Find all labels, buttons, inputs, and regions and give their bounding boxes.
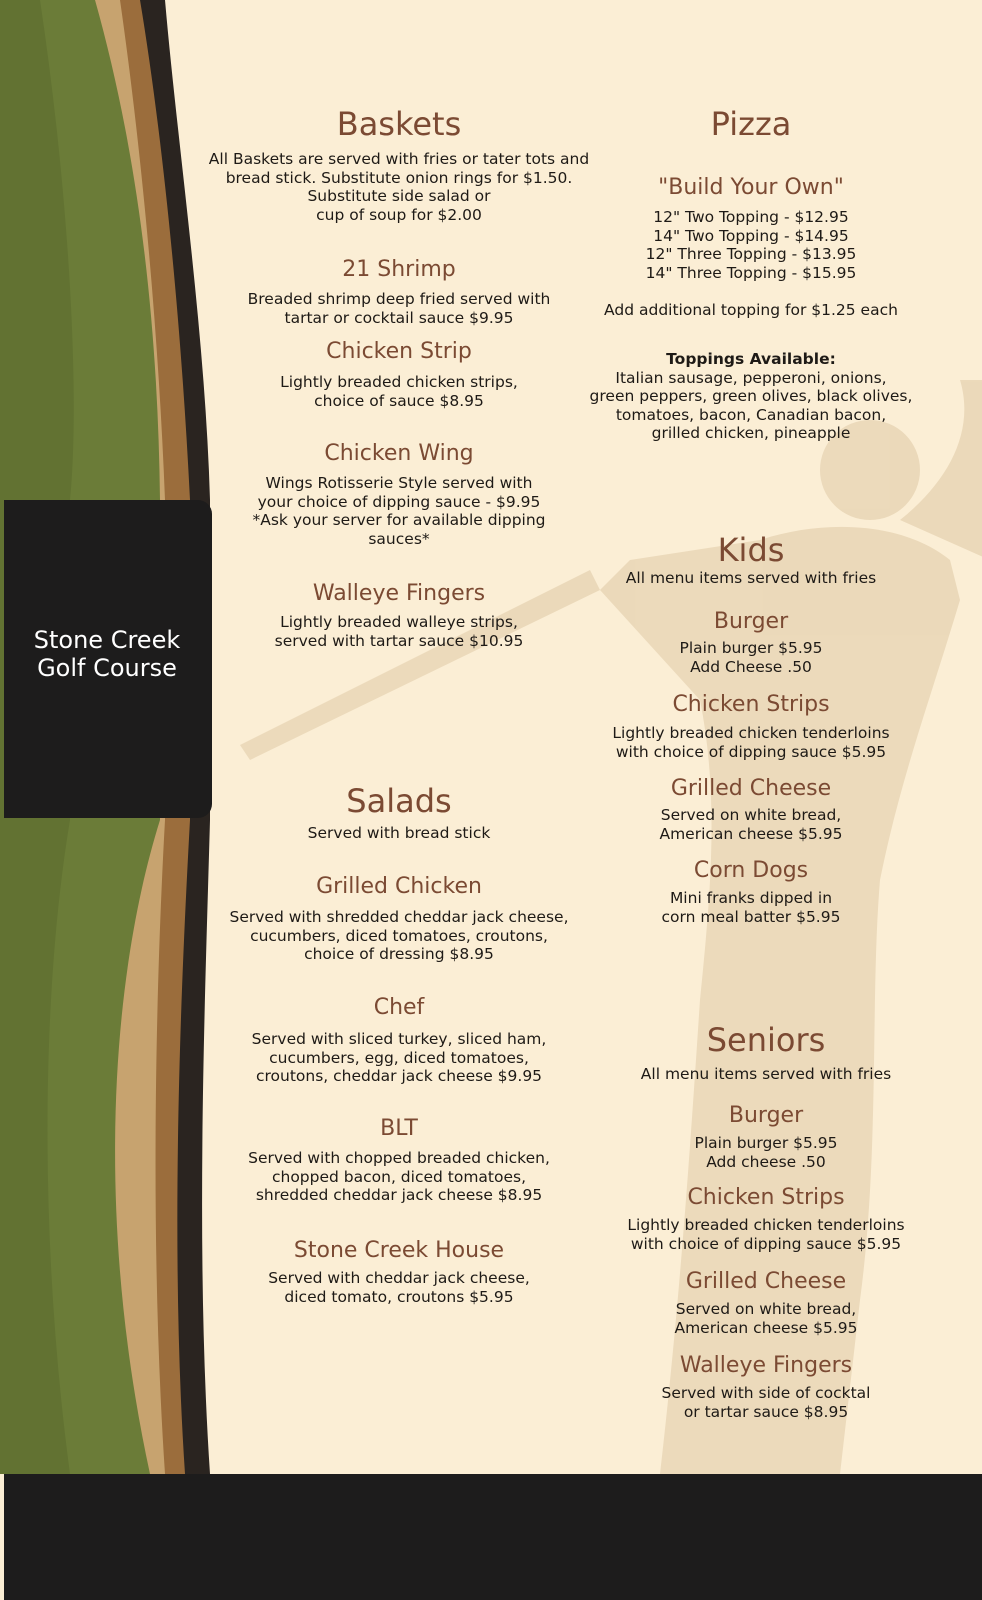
item-desc-line: Served with cheddar jack cheese, [268, 1269, 530, 1287]
item-desc-line: sauces* [368, 529, 430, 548]
item-name: Burger [728, 1103, 804, 1128]
item-name: Grilled Chicken [316, 874, 482, 899]
item-desc-line: cucumbers, diced tomatoes, croutons, [250, 926, 548, 945]
salads-intro: Served with bread stick [307, 824, 491, 842]
baskets-title: Baskets [336, 105, 462, 143]
item-desc [218, 474, 580, 548]
pizza-option: 14" Three Topping - $15.95 [645, 263, 857, 282]
item-desc [590, 806, 912, 843]
item-desc [218, 1149, 580, 1205]
item-desc-line: chopped bacon, diced tomatoes, [271, 1167, 527, 1186]
item-desc-line: Lightly breaded chicken tenderloins [612, 724, 890, 742]
item-desc-line: choice of sauce $8.95 [314, 391, 484, 410]
item-desc-line: choice of dressing $8.95 [304, 945, 494, 963]
item-desc-line: Breaded shrimp deep fried served with [247, 290, 551, 308]
pizza-option: 12" Three Topping - $13.95 [645, 245, 857, 263]
item-name: Walleye Fingers [679, 1353, 853, 1378]
item-desc [218, 1269, 580, 1306]
toppings-line: grilled chicken, pineapple [651, 424, 851, 442]
item-name: Chicken Strips [672, 692, 830, 717]
item-desc-line: Served with side of cocktal [661, 1384, 871, 1402]
item-name: Chicken Strips [687, 1185, 845, 1210]
baskets-intro-line: Substitute side salad or [307, 187, 491, 205]
item-name: BLT [380, 1116, 418, 1141]
item-desc [218, 613, 580, 650]
item-desc [605, 1216, 927, 1253]
item-desc [590, 639, 912, 676]
item-name: Stone Creek House [293, 1238, 505, 1263]
pizza-option: 14" Two Topping - $14.95 [653, 226, 849, 245]
toppings-label: Toppings Available: [666, 350, 836, 368]
item-desc-line: *Ask your server for available dipping [252, 511, 546, 529]
item-desc-line: Wings Rotisserie Style served with [265, 474, 533, 492]
item-name: Grilled Cheese [670, 776, 832, 801]
baskets-intro [203, 150, 595, 224]
item-name: Corn Dogs [693, 858, 809, 883]
seniors-title: Seniors [706, 1021, 826, 1059]
item-desc [605, 1134, 927, 1171]
item-desc [218, 373, 580, 410]
item-desc [590, 724, 912, 761]
item-desc-line: cucumbers, egg, diced tomatoes, [269, 1048, 529, 1067]
baskets-intro-line: cup of soup for $2.00 [316, 205, 482, 224]
item-desc-line: American cheese $5.95 [674, 1318, 858, 1337]
pizza-title: Pizza [710, 105, 792, 143]
item-desc-line: Served with sliced turkey, sliced ham, [251, 1030, 547, 1048]
salads-title: Salads [346, 782, 452, 820]
item-desc-line: Served on white bread, [660, 806, 842, 824]
item-desc-line: Add Cheese .50 [690, 657, 812, 676]
item-desc-line: Add cheese .50 [706, 1152, 826, 1171]
item-desc-line: shredded cheddar jack cheese $8.95 [255, 1186, 543, 1204]
item-name: Grilled Cheese [685, 1269, 847, 1294]
item-desc-line: Served with shredded cheddar jack cheese, [229, 908, 569, 926]
item-desc-line: Plain burger $5.95 [679, 639, 823, 657]
item-desc-line: your choice of dipping sauce - $9.95 [257, 492, 541, 511]
kids-intro: All menu items served with fries [625, 569, 877, 587]
item-desc [605, 1384, 927, 1421]
item-desc [218, 1030, 580, 1086]
item-desc [218, 290, 580, 327]
item-desc-line: tartar or cocktail sauce $9.95 [284, 308, 514, 327]
item-name: Walleye Fingers [312, 581, 486, 606]
item-desc-line: or tartar sauce $8.95 [683, 1402, 849, 1421]
item-desc-line: corn meal batter $5.95 [661, 907, 841, 926]
pizza-subtitle: "Build Your Own" [658, 175, 844, 200]
toppings-line: Italian sausage, pepperoni, onions, [615, 368, 887, 387]
item-desc [208, 908, 590, 964]
pizza-toppings [585, 350, 917, 443]
toppings-line: tomatoes, bacon, Canadian bacon, [615, 405, 887, 424]
footer-bar [4, 1474, 982, 1600]
pizza-option: 12" Two Topping - $12.95 [653, 208, 849, 226]
item-desc-line: with choice of dipping sauce $5.95 [615, 742, 887, 761]
item-desc [590, 889, 912, 926]
baskets-intro-line: All Baskets are served with fries or tater tots and [208, 150, 590, 168]
brand-name [4, 626, 210, 682]
item-name: 21 Shrimp [342, 257, 456, 282]
kids-title: Kids [717, 531, 785, 569]
seniors-intro: All menu items served with fries [640, 1065, 892, 1083]
item-desc-line: Mini franks dipped in [669, 889, 833, 907]
item-desc-line: Lightly breaded walleye strips, [280, 613, 518, 631]
brand-panel [4, 500, 212, 818]
item-desc-line: Lightly breaded chicken tenderloins [627, 1216, 905, 1234]
item-desc [605, 1300, 927, 1337]
item-desc-line: American cheese $5.95 [659, 824, 843, 843]
brand-line-1: Stone Creek [33, 626, 181, 654]
item-name: Chef [373, 995, 425, 1020]
pizza-additional: Add additional topping for $1.25 each [604, 301, 898, 319]
toppings-line: green peppers, green olives, black olives, [589, 387, 913, 405]
baskets-intro-line: bread stick. Substitute onion rings for $1.50. [225, 168, 573, 187]
item-name: Chicken Wing [324, 441, 474, 466]
item-desc-line: croutons, cheddar jack cheese $9.95 [255, 1067, 543, 1085]
item-desc-line: Plain burger $5.95 [694, 1134, 838, 1152]
item-desc-line: diced tomato, croutons $5.95 [284, 1287, 514, 1306]
item-desc-line: Lightly breaded chicken strips, [280, 373, 518, 391]
item-name: Chicken Strip [326, 339, 472, 364]
item-desc-line: Served with chopped breaded chicken, [248, 1149, 550, 1167]
item-desc-line: Served on white bread, [675, 1300, 857, 1318]
brand-line-2: Golf Course [37, 654, 177, 682]
item-desc-line: served with tartar sauce $10.95 [274, 631, 524, 650]
pizza-options [590, 208, 912, 282]
item-name: Burger [713, 609, 789, 634]
item-desc-line: with choice of dipping sauce $5.95 [630, 1234, 902, 1253]
